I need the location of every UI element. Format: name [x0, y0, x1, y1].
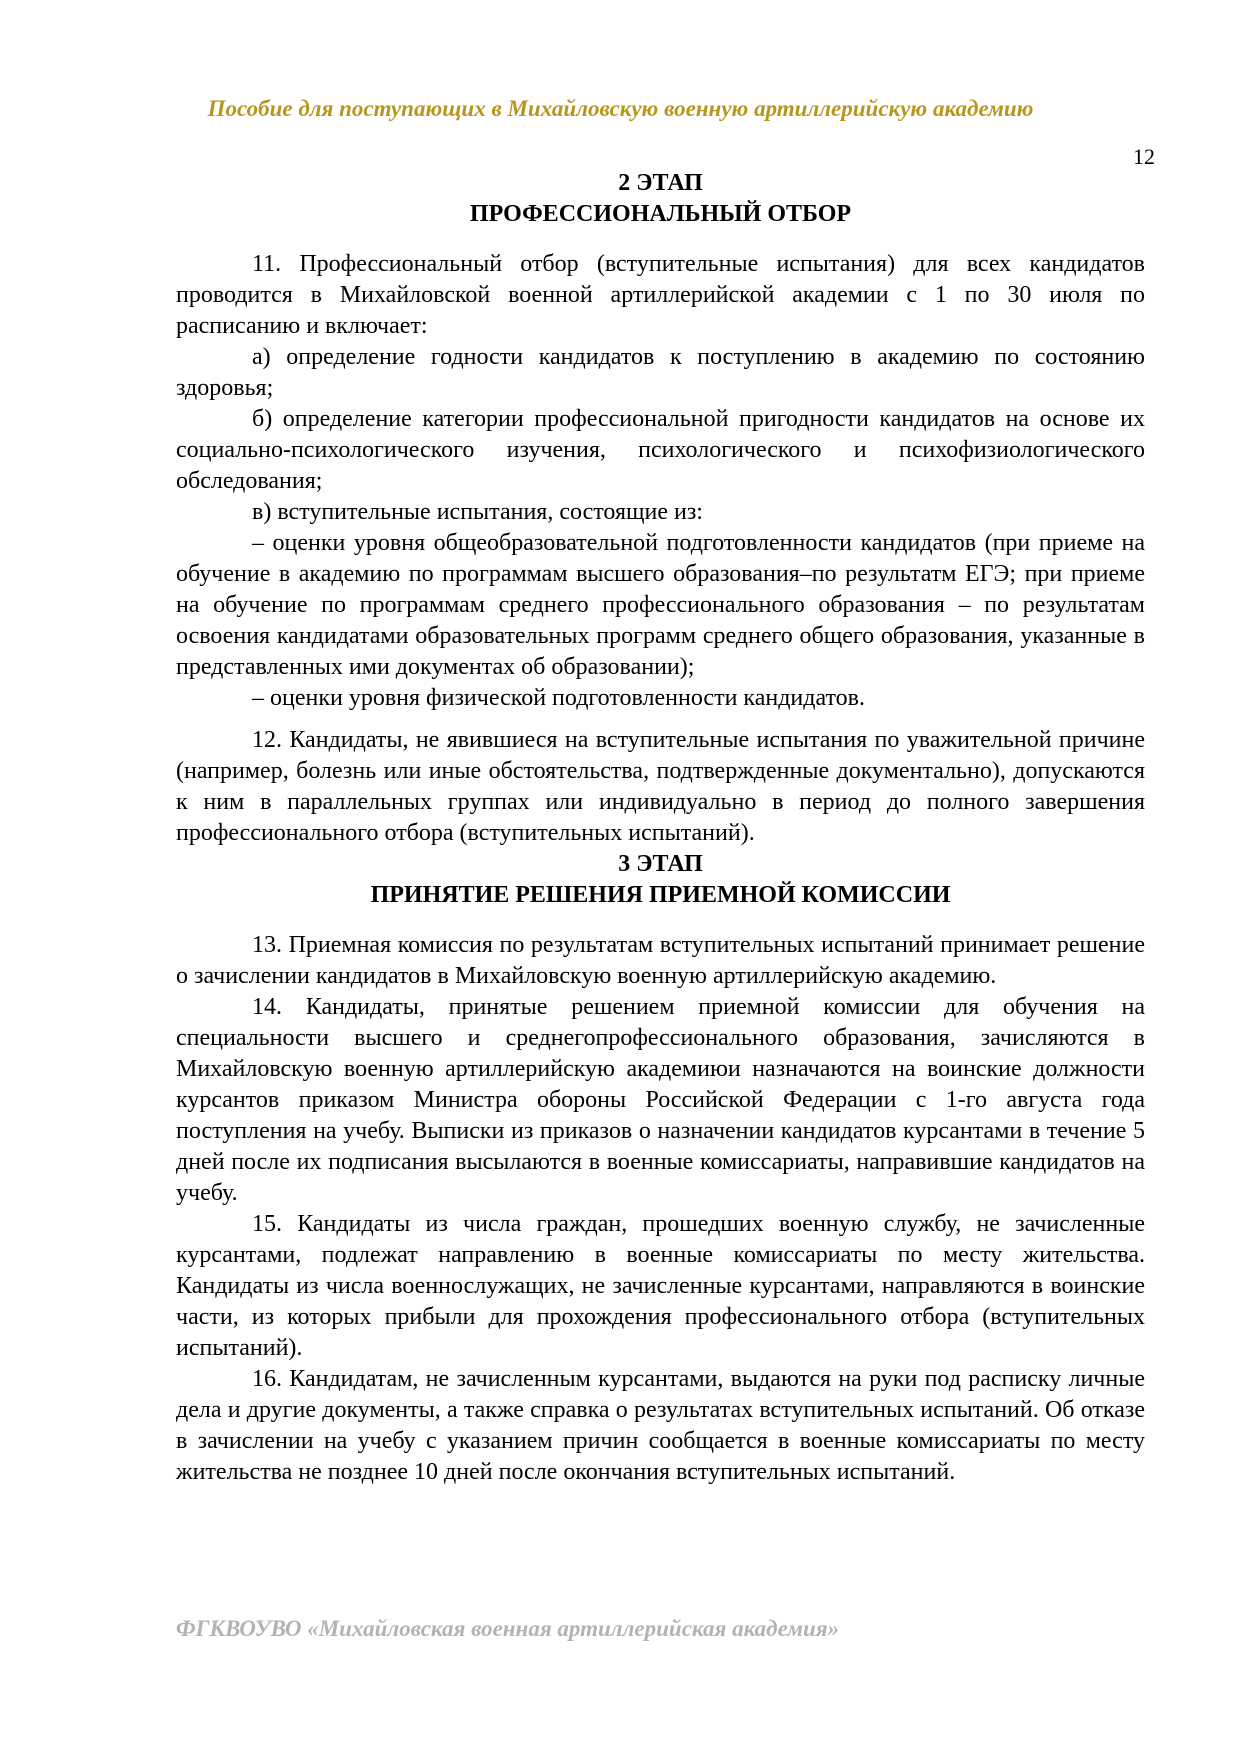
document-body	[176, 168, 1145, 1488]
paragraph-12: 12. Кандидаты, не явившиеся на вступительные испытания по уважительной причине (например, болезнь или иные обстоятельства, подтвержденные документально), допускаются к ним в параллельных группах или индивидуально в период до полного завершения профессионального отбора (вступительных испытаний).	[176, 727, 1145, 846]
stage-3-title: ПРИНЯТИЕ РЕШЕНИЯ ПРИЕМНОЙ КОМИССИИ	[370, 882, 951, 908]
list-item-a: а) определение годности кандидатов к поступлению в академию по состоянию здоровья;	[176, 344, 1145, 401]
paragraph-11: 11. Профессиональный отбор (вступительные испытания) для всех кандидатов проводится в Михайловской военной артиллерийской академии с 1 по 30 июля по расписанию и включает:	[176, 251, 1145, 339]
document-header-title: Пособие для поступающих в Михайловскую военную артиллерийскую академию	[207, 96, 1034, 121]
sub-item-general-education: – оценки уровня общеобразовательной подготовленности кандидатов (при приеме на обучение в академию по программам высшего образования–по результатм ЕГЭ; при приеме на обучение по программам среднего профессионального образования – по результатам освоения кандидатами образовательных программ среднего общего образования, указанные в представленных ими документах об образовании);	[176, 530, 1145, 680]
stage-3-label: 3 ЭТАП	[618, 851, 703, 877]
stage-3-section	[176, 849, 1145, 1488]
document-footer: ФГКВОУВО «Михайловская военная артиллерийская академия»	[176, 1616, 840, 1641]
paragraph-14: 14. Кандидаты, принятые решением приемной комиссии для обучения на специальности высшего и среднегопрофессионального образования, зачисляются в Михайловскую военную артиллерийскую академиюи назначаются на воинские должности курсантов приказом Министра обороны Российской Федерации с 1-го августа года поступления на учебу. Выписки из приказов о назначении кандидатов курсантами в течение 5 дней после их подписания высылаются в военные комиссариаты, направившие кандидатов на учебу.	[176, 994, 1145, 1206]
list-item-b: б) определение категории профессиональной пригодности кандидатов на основе их социально-психологического изучения, психологического и психофизиологического обследования;	[176, 406, 1145, 494]
stage-2-label: 2 ЭТАП	[618, 170, 703, 196]
paragraph-16: 16. Кандидатам, не зачисленным курсантами, выдаются на руки под расписку личные дела и другие документы, а также справка о результатах вступительных испытаний. Об отказе в зачислении на учебу с указанием причин сообщается в военные комиссариаты по месту жительства не позднее 10 дней после окончания вступительных испытаний.	[176, 1366, 1145, 1485]
paragraph-15: 15. Кандидаты из числа граждан, прошедших военную службу, не зачисленные курсантами, подлежат направлению в военные комиссариаты по месту жительства. Кандидаты из числа военнослужащих, не зачисленные курсантами, направляются в воинские части, из которых прибыли для прохождения профессионального отбора (вступительных испытаний).	[176, 1211, 1145, 1361]
paragraph-13: 13. Приемная комиссия по результатам вступительных испытаний принимает решение о зачислении кандидатов в Михайловскую военную артиллерийскую академию.	[176, 932, 1145, 989]
page-number: 12	[1133, 144, 1155, 169]
list-item-v: в) вступительные испытания, состоящие из:	[252, 499, 703, 525]
stage-2-section	[176, 168, 1145, 849]
paragraph-gap	[176, 714, 1145, 725]
stage-2-title: ПРОФЕССИОНАЛЬНЫЙ ОТБОР	[469, 201, 852, 227]
sub-item-physical-fitness: – оценки уровня физической подготовленности кандидатов.	[252, 685, 866, 711]
